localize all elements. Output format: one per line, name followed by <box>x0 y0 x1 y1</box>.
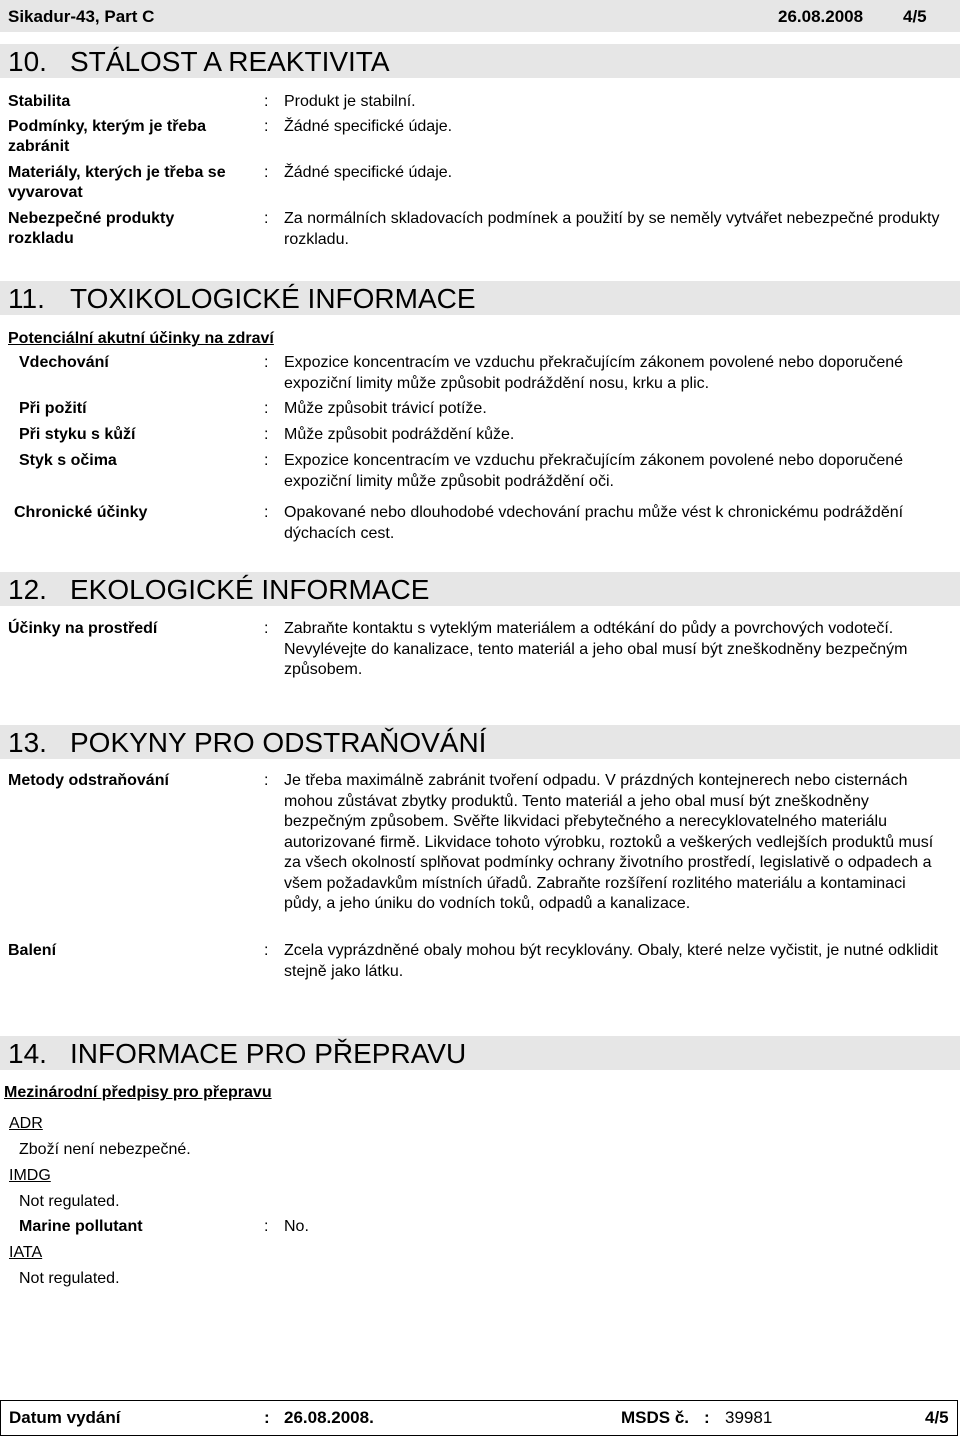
stability-value: Produkt je stabilní. <box>284 93 416 110</box>
colon: : <box>264 620 269 637</box>
eye-contact-value: Expozice koncentracím ve vzduchu překračujícím zákonem povolené nebo doporučené expoziční limity může způsobit podráždění oči. <box>284 452 904 490</box>
section-number: 14. <box>8 1038 47 1069</box>
colon: : <box>264 400 269 417</box>
environment-label: Účinky na prostředí <box>8 620 158 637</box>
marine-pollutant-label: Marine pollutant <box>19 1218 143 1235</box>
imdg-value: Not regulated. <box>19 1193 120 1210</box>
adr-value: Zboží není nebezpečné. <box>19 1141 191 1158</box>
section-title: EKOLOGICKÉ INFORMACE <box>70 574 430 605</box>
iata-heading: IATA <box>9 1244 43 1261</box>
adr-heading: ADR <box>9 1115 43 1132</box>
section-title: INFORMACE PRO PŘEPRAVU <box>70 1038 467 1069</box>
acute-effects-subheading: Potenciální akutní účinky na zdraví <box>8 330 274 347</box>
materials-label: Materiály, kterých je třeba se vyvarovat <box>8 164 226 201</box>
stability-label: Stabilita <box>8 93 71 110</box>
inhalation-value: Expozice koncentracím ve vzduchu překračujícím zákonem povolené nebo doporučené expoziční limity může způsobit podráždění nosu, krku a plic. <box>284 354 904 392</box>
inhalation-label: Vdechování <box>19 354 109 371</box>
section-13-heading <box>0 725 960 759</box>
section-number: 10. <box>8 46 47 77</box>
colon: : <box>264 1218 269 1235</box>
iata-value: Not regulated. <box>19 1270 120 1287</box>
marine-pollutant-value: No. <box>284 1218 309 1235</box>
section-title: TOXIKOLOGICKÉ INFORMACE <box>70 283 476 314</box>
section-11-heading <box>0 281 960 315</box>
chronic-effects-value: Opakované nebo dlouhodobé vdechování prachu může vést k chronickému podráždění dýchacích cest. <box>284 504 904 542</box>
decomposition-value: Za normálních skladovacích podmínek a použití by se neměly vytvářet nebezpečné produkty rozkladu. <box>284 210 940 248</box>
msds-label: MSDS č. <box>621 1408 690 1427</box>
packaging-label: Balení <box>8 942 57 959</box>
colon: : <box>264 452 269 469</box>
colon: : <box>264 426 269 443</box>
colon: : <box>264 210 269 227</box>
disposal-methods-value: Je třeba maximálně zabránit tvoření odpadu. V prázdných kontejnerech nebo cisternách mohou zůstávat zbytky produktů. Tento materiál a jeho obal musí být zneškodněny bezpečným způsobem. Svěřte likvidaci přebytečného a nerecyklovatelného materiálu autorizované firmě. Likvidace tohoto výrobku, roztoků a veškerých vedlejších produktů musí za všech okolností splňovat podmínky ochrany životního prostředí, legislativě o odpadech a všem požadavkům místních úřadů. Zabraňte rozšíření rozlitého materiálu a kontaminaci půdy, a jeho úniku do vodních toků, odpadů a kanalizace. <box>284 772 934 912</box>
ingestion-value: Může způsobit trávicí potíže. <box>284 400 487 417</box>
skin-contact-label: Při styku s kůží <box>19 426 136 443</box>
skin-contact-value: Může způsobit podráždění kůže. <box>284 426 515 443</box>
msds-number: 39981 <box>725 1408 773 1427</box>
product-title: Sikadur-43, Part C <box>8 7 155 26</box>
disposal-methods-label: Metody odstraňování <box>8 772 169 789</box>
materials-value: Žádné specifické údaje. <box>284 164 453 181</box>
chronic-effects-label: Chronické účinky <box>14 504 148 521</box>
header-page: 4/5 <box>903 7 927 26</box>
colon: : <box>264 164 269 181</box>
eye-contact-label: Styk s očima <box>19 452 117 469</box>
page-footer <box>0 1400 958 1436</box>
colon: : <box>264 118 269 135</box>
colon: : <box>264 504 269 521</box>
imdg-heading: IMDG <box>9 1167 51 1184</box>
environment-value: Zabraňte kontaktu s vyteklým materiálem a odtékání do půdy a povrchových vodotečí. Nevylévejte do kanalizace, tento materiál a jeho obal musí být zneškodněny bezpečným způsobem. <box>284 620 908 678</box>
colon: : <box>264 93 269 110</box>
section-12-heading <box>0 572 960 606</box>
colon: : <box>704 1408 710 1427</box>
issue-date-label: Datum vydání <box>9 1408 121 1427</box>
conditions-label: Podmínky, kterým je třeba zabránit <box>8 118 206 155</box>
section-number: 11. <box>8 283 45 314</box>
transport-regulations-subheading: Mezinárodní předpisy pro přepravu <box>4 1084 272 1101</box>
page-header <box>0 0 960 32</box>
section-title: POKYNY PRO ODSTRAŇOVÁNÍ <box>70 727 487 758</box>
colon: : <box>264 942 269 959</box>
colon: : <box>264 1408 270 1427</box>
issue-date-value: 26.08.2008. <box>284 1408 374 1427</box>
section-title: STÁLOST A REAKTIVITA <box>70 46 390 77</box>
conditions-value: Žádné specifické údaje. <box>284 118 453 135</box>
section-10-heading <box>0 44 960 78</box>
footer-page: 4/5 <box>925 1408 949 1427</box>
decomposition-label: Nebezpečné produkty rozkladu <box>8 210 175 247</box>
section-number: 13. <box>8 727 47 758</box>
packaging-value: Zcela vyprázdněné obaly mohou být recyklovány. Obaly, které nelze vyčistit, je nutné odklidit stejně jako látku. <box>284 942 938 980</box>
section-14-heading <box>0 1036 960 1070</box>
section-number: 12. <box>8 574 47 605</box>
ingestion-label: Při požití <box>19 400 87 417</box>
colon: : <box>264 354 269 371</box>
header-date: 26.08.2008 <box>778 7 864 26</box>
colon: : <box>264 772 269 789</box>
